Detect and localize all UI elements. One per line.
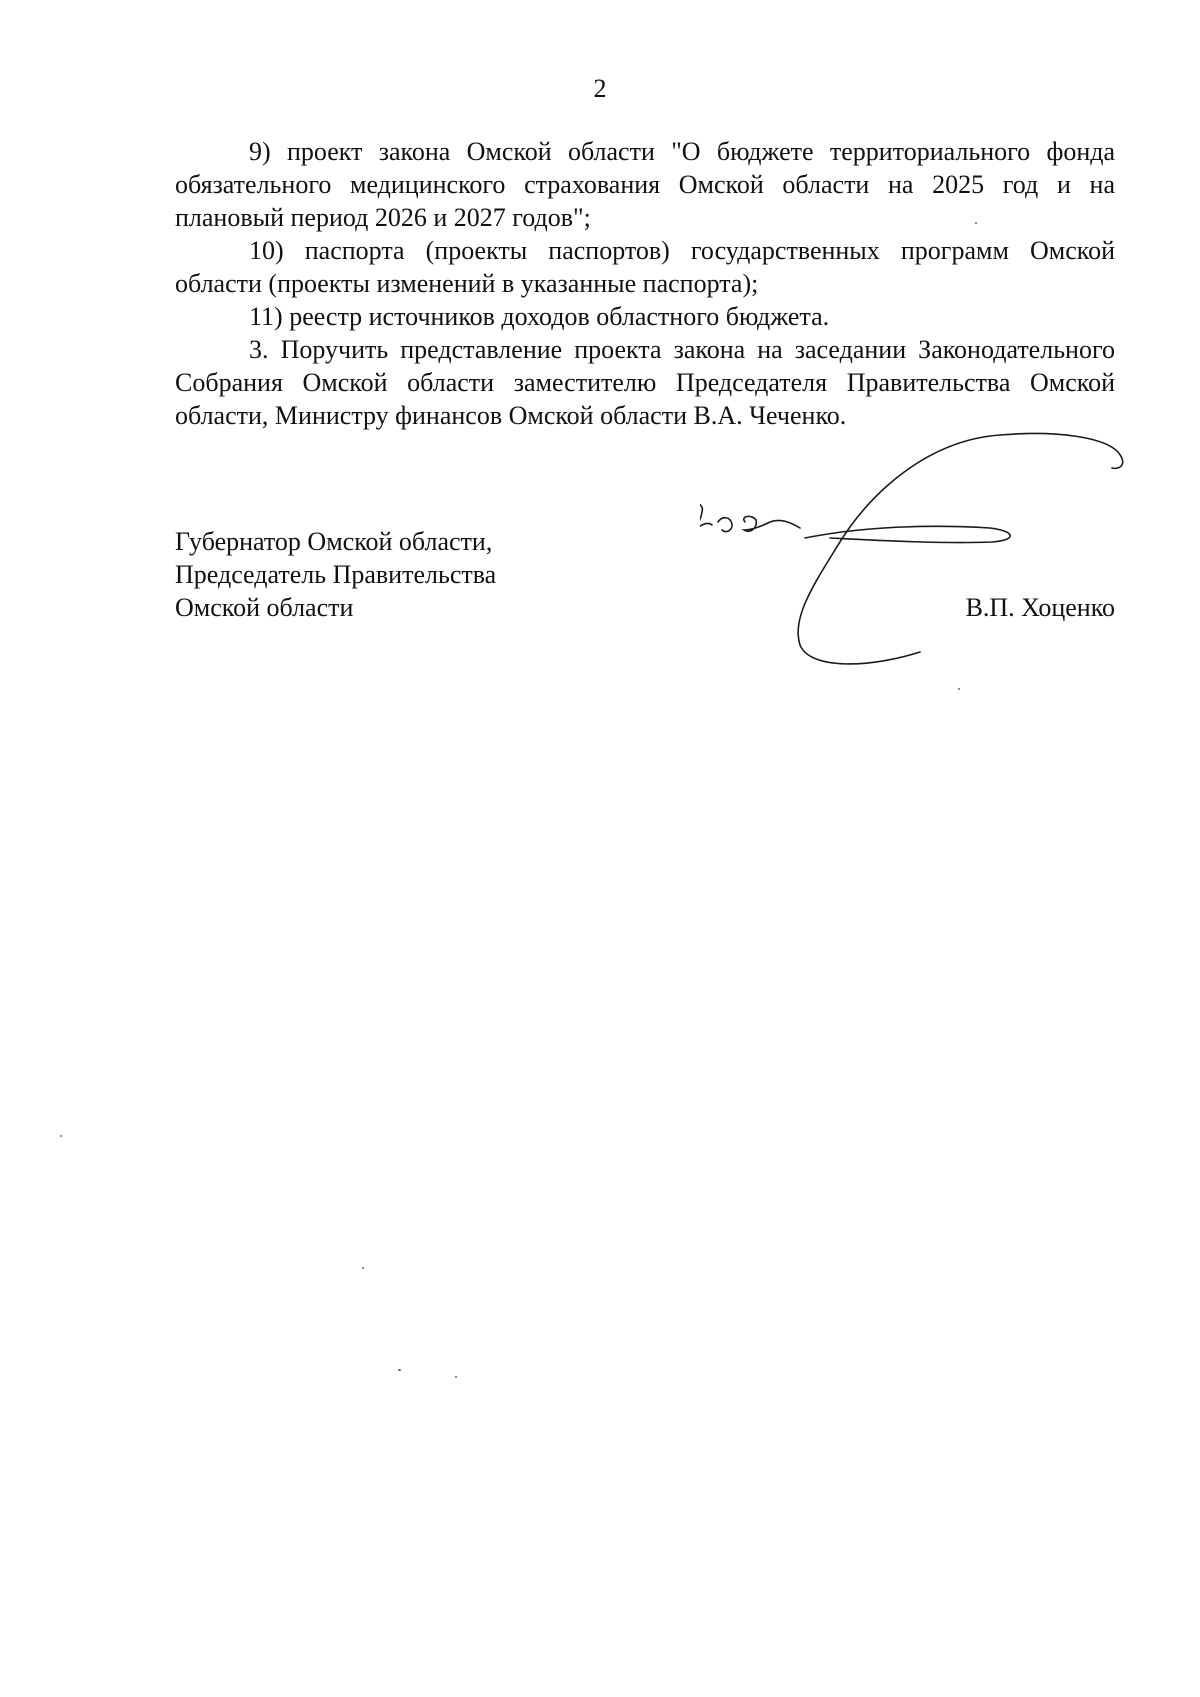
paragraph-item-10: 10) паспорта (проекты паспортов) государственных программ Омской области (проекты изменений в указанные паспорта); <box>175 236 1115 298</box>
document-body <box>175 135 1115 432</box>
scan-speck <box>398 1369 401 1371</box>
scan-speck <box>975 222 977 224</box>
scan-speck <box>958 688 960 690</box>
position-line: Губернатор Омской области, <box>175 527 493 556</box>
scan-speck <box>60 1135 62 1137</box>
position-line: Омской области <box>175 593 354 622</box>
paragraph-clause-3: 3. Поручить представление проекта закона на заседании Законодательного Собрания Омской области заместителю Председателя Правительства Омской области, Министру финансов Омской области В.А. Чеченко. <box>175 335 1115 430</box>
handwritten-signature <box>700 430 1140 680</box>
paragraph-item-9: 9) проект закона Омской области "О бюджете территориального фонда обязательного медицинского страхования Омской области на 2025 год и на плановый период 2026 и 2027 годов"; <box>175 137 1115 232</box>
signatory-name: В.П. Хоценко <box>965 593 1115 622</box>
paragraph-item-11: 11) реестр источников доходов областного бюджета. <box>249 302 830 331</box>
page-number: 2 <box>593 74 607 103</box>
signatory-position <box>175 525 496 624</box>
scan-speck <box>455 1376 457 1378</box>
scan-speck <box>362 1267 364 1269</box>
position-line: Председатель Правительства <box>175 560 497 589</box>
